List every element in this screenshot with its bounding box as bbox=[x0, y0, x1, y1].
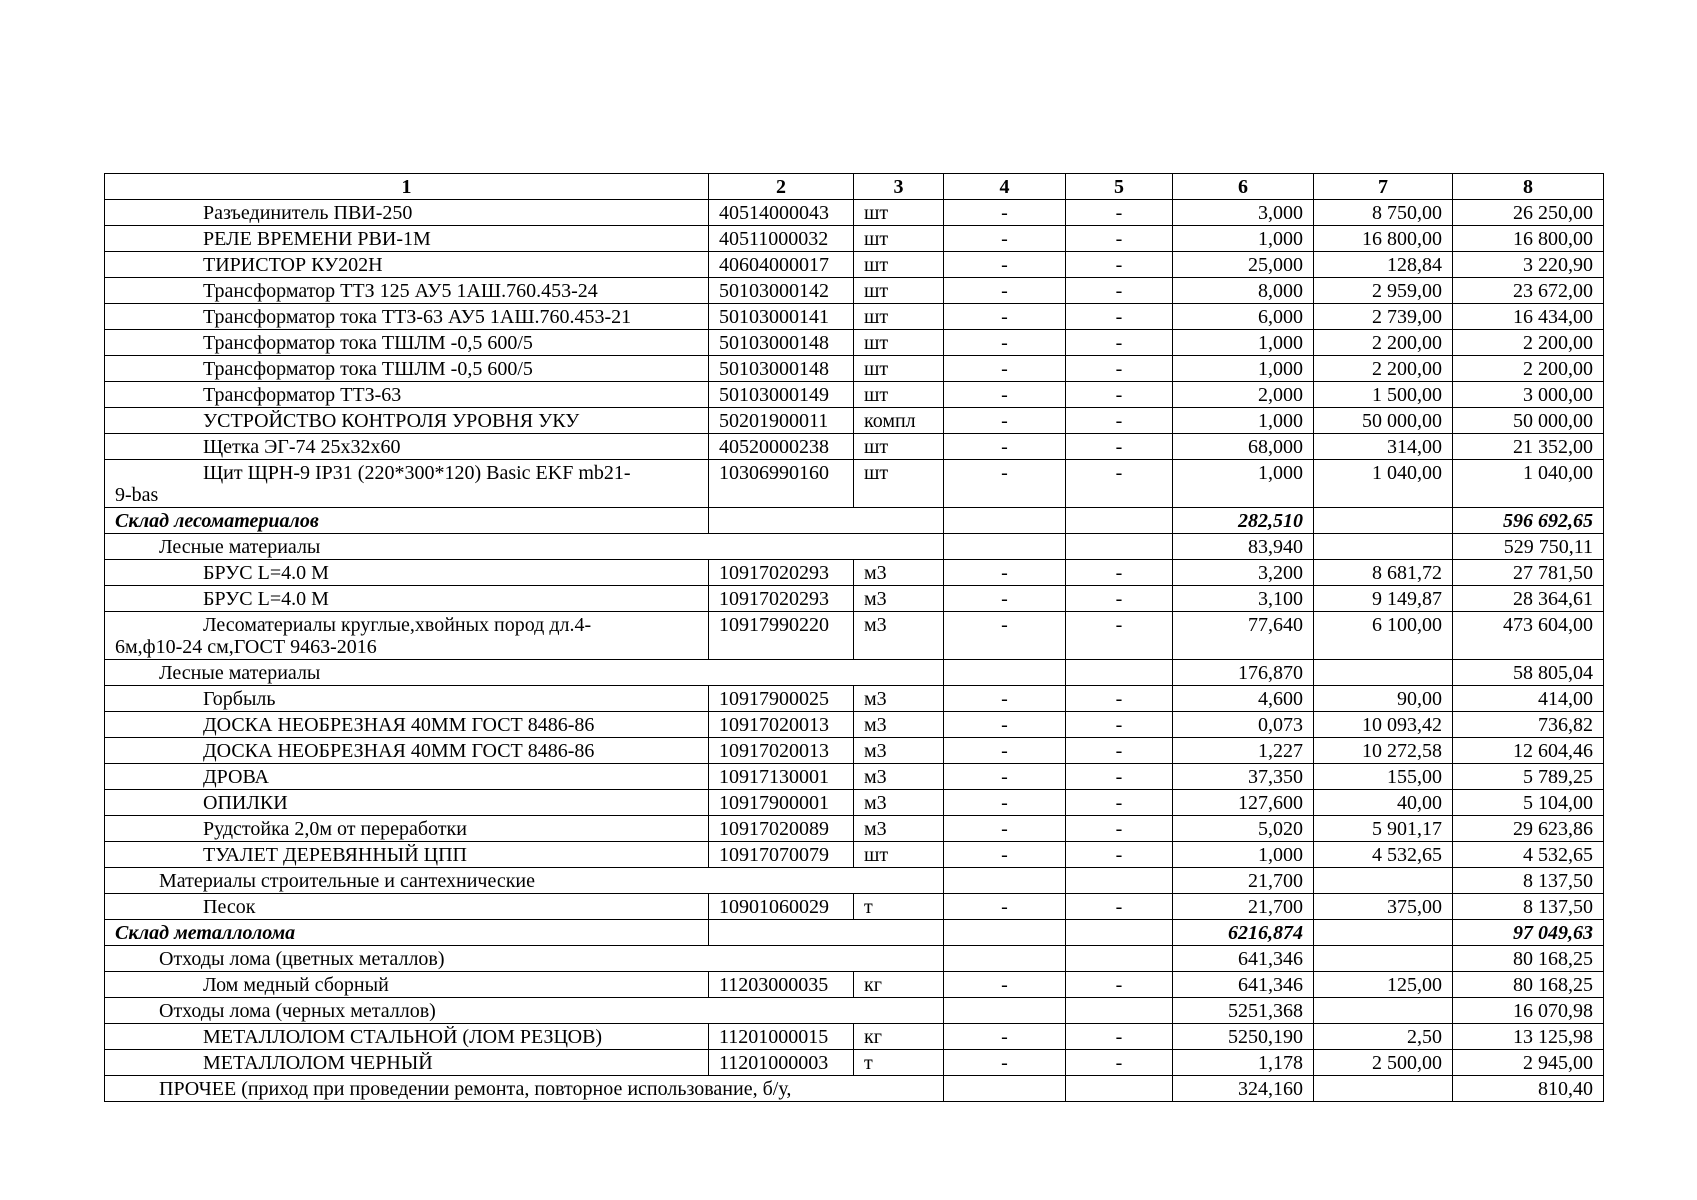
item-col4: - bbox=[944, 712, 1066, 738]
group-name: Материалы строительные и сантехнические bbox=[105, 868, 944, 894]
item-unit: шт bbox=[854, 382, 944, 408]
table-row bbox=[105, 738, 1604, 764]
group-quantity: 83,940 bbox=[1173, 534, 1314, 560]
item-col5: - bbox=[1066, 304, 1173, 330]
empty-cell bbox=[1314, 998, 1453, 1024]
item-col4: - bbox=[944, 764, 1066, 790]
item-col5: - bbox=[1066, 738, 1173, 764]
header-cell: 1 bbox=[105, 174, 709, 200]
item-col4: - bbox=[944, 226, 1066, 252]
item-price: 375,00 bbox=[1314, 894, 1453, 920]
table-row bbox=[105, 842, 1604, 868]
item-col4: - bbox=[944, 252, 1066, 278]
group-row bbox=[105, 946, 1604, 972]
table-row bbox=[105, 790, 1604, 816]
item-sum: 5 789,25 bbox=[1453, 764, 1604, 790]
item-name bbox=[105, 460, 709, 508]
item-name: Трансформатор тока ТТЗ-63 АУ5 1АШ.760.453-21 bbox=[105, 304, 709, 330]
item-sum: 2 945,00 bbox=[1453, 1050, 1604, 1076]
item-price: 2 200,00 bbox=[1314, 330, 1453, 356]
inventory-table bbox=[104, 173, 1604, 1102]
item-code: 50103000142 bbox=[709, 278, 854, 304]
table-row bbox=[105, 816, 1604, 842]
item-col5: - bbox=[1066, 790, 1173, 816]
item-name: БРУС L=4.0 М bbox=[105, 560, 709, 586]
item-unit: м3 bbox=[854, 686, 944, 712]
item-code: 10306990160 bbox=[709, 460, 854, 508]
item-unit: шт bbox=[854, 200, 944, 226]
warehouse-name: Склад лесоматериалов bbox=[105, 508, 709, 534]
item-price: 50 000,00 bbox=[1314, 408, 1453, 434]
item-price: 16 800,00 bbox=[1314, 226, 1453, 252]
item-unit: шт bbox=[854, 226, 944, 252]
header-cell: 8 bbox=[1453, 174, 1604, 200]
item-col4: - bbox=[944, 816, 1066, 842]
group-name: Отходы лома (черных металлов) bbox=[105, 998, 944, 1024]
item-name-line: 6м,ф10-24 см,ГОСТ 9463-2016 bbox=[115, 636, 377, 658]
item-name-line: Щит ЩРН-9 IP31 (220*300*120) Basic EKF mb21- bbox=[203, 462, 631, 484]
item-sum: 23 672,00 bbox=[1453, 278, 1604, 304]
group-row bbox=[105, 868, 1604, 894]
table-body bbox=[105, 200, 1604, 1102]
empty-cell bbox=[1066, 660, 1173, 686]
table-row bbox=[105, 712, 1604, 738]
group-name: Отходы лома (цветных металлов) bbox=[105, 946, 944, 972]
item-col5: - bbox=[1066, 200, 1173, 226]
item-sum: 29 623,86 bbox=[1453, 816, 1604, 842]
item-col5: - bbox=[1066, 972, 1173, 998]
empty-cell bbox=[1314, 946, 1453, 972]
table-row bbox=[105, 304, 1604, 330]
item-code: 11201000015 bbox=[709, 1024, 854, 1050]
item-name: Разъединитель ПВИ-250 bbox=[105, 200, 709, 226]
item-quantity: 6,000 bbox=[1173, 304, 1314, 330]
item-col5: - bbox=[1066, 460, 1173, 508]
item-sum: 13 125,98 bbox=[1453, 1024, 1604, 1050]
header-cell: 5 bbox=[1066, 174, 1173, 200]
empty-cell bbox=[1314, 1076, 1453, 1102]
item-col5: - bbox=[1066, 712, 1173, 738]
item-name: ТУАЛЕТ ДЕРЕВЯННЫЙ ЦПП bbox=[105, 842, 709, 868]
item-col4: - bbox=[944, 1050, 1066, 1076]
item-sum: 1 040,00 bbox=[1453, 460, 1604, 508]
header-cell: 7 bbox=[1314, 174, 1453, 200]
table-row bbox=[105, 612, 1604, 660]
item-col5: - bbox=[1066, 764, 1173, 790]
warehouse-name: Склад металлолома bbox=[105, 920, 709, 946]
item-col4: - bbox=[944, 686, 1066, 712]
warehouse-sum: 596 692,65 bbox=[1453, 508, 1604, 534]
item-sum: 736,82 bbox=[1453, 712, 1604, 738]
item-sum: 26 250,00 bbox=[1453, 200, 1604, 226]
item-price: 9 149,87 bbox=[1314, 586, 1453, 612]
item-code: 40511000032 bbox=[709, 226, 854, 252]
item-name-line: Лесоматериалы круглые,хвойных пород дл.4- bbox=[203, 614, 592, 636]
table-row bbox=[105, 278, 1604, 304]
empty-cell bbox=[1314, 508, 1453, 534]
item-code: 10917900025 bbox=[709, 686, 854, 712]
item-col5: - bbox=[1066, 226, 1173, 252]
group-quantity: 176,870 bbox=[1173, 660, 1314, 686]
group-sum: 8 137,50 bbox=[1453, 868, 1604, 894]
item-col5: - bbox=[1066, 278, 1173, 304]
item-code: 11203000035 bbox=[709, 972, 854, 998]
item-quantity: 5,020 bbox=[1173, 816, 1314, 842]
item-sum: 473 604,00 bbox=[1453, 612, 1604, 660]
item-col5: - bbox=[1066, 686, 1173, 712]
item-price: 128,84 bbox=[1314, 252, 1453, 278]
item-col5: - bbox=[1066, 1024, 1173, 1050]
item-code: 10917070079 bbox=[709, 842, 854, 868]
item-price: 2 500,00 bbox=[1314, 1050, 1453, 1076]
item-sum: 50 000,00 bbox=[1453, 408, 1604, 434]
item-price: 2,50 bbox=[1314, 1024, 1453, 1050]
item-quantity: 68,000 bbox=[1173, 434, 1314, 460]
item-code: 50201900011 bbox=[709, 408, 854, 434]
item-sum: 2 200,00 bbox=[1453, 330, 1604, 356]
item-code: 40604000017 bbox=[709, 252, 854, 278]
item-col4: - bbox=[944, 586, 1066, 612]
item-col4: - bbox=[944, 842, 1066, 868]
empty-cell bbox=[1066, 920, 1173, 946]
item-unit: шт bbox=[854, 356, 944, 382]
item-col4: - bbox=[944, 894, 1066, 920]
item-quantity: 0,073 bbox=[1173, 712, 1314, 738]
header-cell: 6 bbox=[1173, 174, 1314, 200]
item-col4: - bbox=[944, 356, 1066, 382]
item-quantity: 1,000 bbox=[1173, 356, 1314, 382]
group-name: Лесные материалы bbox=[105, 534, 944, 560]
item-col5: - bbox=[1066, 252, 1173, 278]
item-name: Рудстойка 2,0м от переработки bbox=[105, 816, 709, 842]
table-row bbox=[105, 560, 1604, 586]
item-quantity: 1,000 bbox=[1173, 330, 1314, 356]
item-unit: т bbox=[854, 1050, 944, 1076]
group-sum: 810,40 bbox=[1453, 1076, 1604, 1102]
item-col4: - bbox=[944, 200, 1066, 226]
table-row bbox=[105, 686, 1604, 712]
warehouse-sum: 97 049,63 bbox=[1453, 920, 1604, 946]
table-row bbox=[105, 894, 1604, 920]
item-unit: м3 bbox=[854, 560, 944, 586]
item-price: 2 959,00 bbox=[1314, 278, 1453, 304]
item-code: 11201000003 bbox=[709, 1050, 854, 1076]
empty-cell bbox=[1314, 868, 1453, 894]
empty-cell bbox=[944, 508, 1066, 534]
item-col4: - bbox=[944, 560, 1066, 586]
empty-cell bbox=[1066, 946, 1173, 972]
item-name: Горбыль bbox=[105, 686, 709, 712]
item-name: УСТРОЙСТВО КОНТРОЛЯ УРОВНЯ УКУ bbox=[105, 408, 709, 434]
item-price: 1 500,00 bbox=[1314, 382, 1453, 408]
item-name: МЕТАЛЛОЛОМ ЧЕРНЫЙ bbox=[105, 1050, 709, 1076]
group-name: ПРОЧЕЕ (приход при проведении ремонта, повторное использование, б/у, bbox=[105, 1076, 944, 1102]
item-sum: 80 168,25 bbox=[1453, 972, 1604, 998]
item-quantity: 5250,190 bbox=[1173, 1024, 1314, 1050]
item-name: ДОСКА НЕОБРЕЗНАЯ 40ММ ГОСТ 8486-86 bbox=[105, 738, 709, 764]
item-price: 6 100,00 bbox=[1314, 612, 1453, 660]
empty-cell bbox=[709, 508, 944, 534]
item-quantity: 3,100 bbox=[1173, 586, 1314, 612]
item-quantity: 1,000 bbox=[1173, 842, 1314, 868]
item-quantity: 21,700 bbox=[1173, 894, 1314, 920]
item-unit: м3 bbox=[854, 764, 944, 790]
empty-cell bbox=[1314, 534, 1453, 560]
item-name bbox=[105, 612, 709, 660]
table-row bbox=[105, 764, 1604, 790]
item-unit: м3 bbox=[854, 790, 944, 816]
item-name: Лом медный сборный bbox=[105, 972, 709, 998]
item-price: 4 532,65 bbox=[1314, 842, 1453, 868]
group-row bbox=[105, 534, 1604, 560]
item-quantity: 37,350 bbox=[1173, 764, 1314, 790]
item-name: ТИРИСТОР КУ202Н bbox=[105, 252, 709, 278]
item-name: ДРОВА bbox=[105, 764, 709, 790]
item-quantity: 1,000 bbox=[1173, 408, 1314, 434]
item-col4: - bbox=[944, 738, 1066, 764]
item-quantity: 2,000 bbox=[1173, 382, 1314, 408]
item-price: 8 750,00 bbox=[1314, 200, 1453, 226]
item-quantity: 1,178 bbox=[1173, 1050, 1314, 1076]
item-col4: - bbox=[944, 330, 1066, 356]
item-code: 50103000141 bbox=[709, 304, 854, 330]
item-price: 2 200,00 bbox=[1314, 356, 1453, 382]
item-col5: - bbox=[1066, 1050, 1173, 1076]
item-quantity: 1,227 bbox=[1173, 738, 1314, 764]
item-col5: - bbox=[1066, 382, 1173, 408]
item-quantity: 77,640 bbox=[1173, 612, 1314, 660]
item-sum: 16 434,00 bbox=[1453, 304, 1604, 330]
group-quantity: 324,160 bbox=[1173, 1076, 1314, 1102]
item-sum: 21 352,00 bbox=[1453, 434, 1604, 460]
item-unit: м3 bbox=[854, 586, 944, 612]
item-price: 8 681,72 bbox=[1314, 560, 1453, 586]
item-unit: м3 bbox=[854, 738, 944, 764]
item-code: 10917020293 bbox=[709, 560, 854, 586]
item-sum: 3 000,00 bbox=[1453, 382, 1604, 408]
item-quantity: 8,000 bbox=[1173, 278, 1314, 304]
item-sum: 27 781,50 bbox=[1453, 560, 1604, 586]
item-code: 50103000149 bbox=[709, 382, 854, 408]
empty-cell bbox=[1314, 660, 1453, 686]
item-quantity: 1,000 bbox=[1173, 226, 1314, 252]
item-sum: 5 104,00 bbox=[1453, 790, 1604, 816]
item-col5: - bbox=[1066, 586, 1173, 612]
item-price: 40,00 bbox=[1314, 790, 1453, 816]
item-code: 50103000148 bbox=[709, 330, 854, 356]
empty-cell bbox=[1314, 920, 1453, 946]
item-col4: - bbox=[944, 972, 1066, 998]
empty-cell bbox=[1066, 998, 1173, 1024]
empty-cell bbox=[944, 660, 1066, 686]
item-price: 125,00 bbox=[1314, 972, 1453, 998]
item-sum: 3 220,90 bbox=[1453, 252, 1604, 278]
warehouse-row bbox=[105, 508, 1604, 534]
table-row bbox=[105, 1050, 1604, 1076]
item-name: РЕЛЕ ВРЕМЕНИ РВИ-1М bbox=[105, 226, 709, 252]
group-row bbox=[105, 660, 1604, 686]
item-code: 10917990220 bbox=[709, 612, 854, 660]
item-sum: 28 364,61 bbox=[1453, 586, 1604, 612]
item-col5: - bbox=[1066, 560, 1173, 586]
item-unit: шт bbox=[854, 304, 944, 330]
item-price: 10 093,42 bbox=[1314, 712, 1453, 738]
item-quantity: 3,000 bbox=[1173, 200, 1314, 226]
item-col4: - bbox=[944, 408, 1066, 434]
item-name: Трансформатор ТТЗ-63 bbox=[105, 382, 709, 408]
empty-cell bbox=[944, 534, 1066, 560]
item-name: МЕТАЛЛОЛОМ СТАЛЬНОЙ (ЛОМ РЕЗЦОВ) bbox=[105, 1024, 709, 1050]
item-col5: - bbox=[1066, 894, 1173, 920]
table-row bbox=[105, 382, 1604, 408]
item-code: 40514000043 bbox=[709, 200, 854, 226]
item-name: ОПИЛКИ bbox=[105, 790, 709, 816]
item-sum: 414,00 bbox=[1453, 686, 1604, 712]
item-unit: шт bbox=[854, 252, 944, 278]
item-name: Щетка ЭГ-74 25х32х60 bbox=[105, 434, 709, 460]
table-row bbox=[105, 330, 1604, 356]
item-price: 10 272,58 bbox=[1314, 738, 1453, 764]
empty-cell bbox=[1066, 1076, 1173, 1102]
item-sum: 4 532,65 bbox=[1453, 842, 1604, 868]
item-unit: шт bbox=[854, 434, 944, 460]
item-sum: 2 200,00 bbox=[1453, 356, 1604, 382]
group-sum: 529 750,11 bbox=[1453, 534, 1604, 560]
item-code: 10917020013 bbox=[709, 712, 854, 738]
item-unit: м3 bbox=[854, 816, 944, 842]
empty-cell bbox=[709, 920, 944, 946]
table-row bbox=[105, 252, 1604, 278]
item-col5: - bbox=[1066, 356, 1173, 382]
item-col5: - bbox=[1066, 408, 1173, 434]
item-code: 50103000148 bbox=[709, 356, 854, 382]
item-col4: - bbox=[944, 612, 1066, 660]
group-sum: 16 070,98 bbox=[1453, 998, 1604, 1024]
item-price: 5 901,17 bbox=[1314, 816, 1453, 842]
group-quantity: 21,700 bbox=[1173, 868, 1314, 894]
item-unit: шт bbox=[854, 460, 944, 508]
header-cell: 4 bbox=[944, 174, 1066, 200]
item-price: 314,00 bbox=[1314, 434, 1453, 460]
group-name: Лесные материалы bbox=[105, 660, 944, 686]
item-quantity: 4,600 bbox=[1173, 686, 1314, 712]
item-col4: - bbox=[944, 382, 1066, 408]
empty-cell bbox=[944, 1076, 1066, 1102]
item-col4: - bbox=[944, 460, 1066, 508]
table-row bbox=[105, 586, 1604, 612]
empty-cell bbox=[944, 868, 1066, 894]
header-row bbox=[105, 174, 1604, 200]
item-sum: 12 604,46 bbox=[1453, 738, 1604, 764]
item-code: 10917900001 bbox=[709, 790, 854, 816]
item-name: Песок bbox=[105, 894, 709, 920]
item-quantity: 3,200 bbox=[1173, 560, 1314, 586]
item-col5: - bbox=[1066, 816, 1173, 842]
item-code: 10917130001 bbox=[709, 764, 854, 790]
item-name: Трансформатор тока ТШЛМ -0,5 600/5 bbox=[105, 330, 709, 356]
group-row bbox=[105, 1076, 1604, 1102]
item-unit: шт bbox=[854, 278, 944, 304]
item-quantity: 1,000 bbox=[1173, 460, 1314, 508]
item-code: 10917020089 bbox=[709, 816, 854, 842]
item-unit: м3 bbox=[854, 712, 944, 738]
item-quantity: 127,600 bbox=[1173, 790, 1314, 816]
empty-cell bbox=[1066, 534, 1173, 560]
item-unit: кг bbox=[854, 1024, 944, 1050]
item-sum: 8 137,50 bbox=[1453, 894, 1604, 920]
item-name: ДОСКА НЕОБРЕЗНАЯ 40ММ ГОСТ 8486-86 bbox=[105, 712, 709, 738]
item-price: 155,00 bbox=[1314, 764, 1453, 790]
empty-cell bbox=[944, 946, 1066, 972]
item-col5: - bbox=[1066, 612, 1173, 660]
item-col4: - bbox=[944, 434, 1066, 460]
table-row bbox=[105, 408, 1604, 434]
item-col5: - bbox=[1066, 434, 1173, 460]
warehouse-quantity: 282,510 bbox=[1173, 508, 1314, 534]
empty-cell bbox=[944, 998, 1066, 1024]
header-cell: 3 bbox=[854, 174, 944, 200]
group-quantity: 641,346 bbox=[1173, 946, 1314, 972]
item-sum: 16 800,00 bbox=[1453, 226, 1604, 252]
empty-cell bbox=[944, 920, 1066, 946]
group-sum: 58 805,04 bbox=[1453, 660, 1604, 686]
item-col5: - bbox=[1066, 330, 1173, 356]
item-unit: м3 bbox=[854, 612, 944, 660]
item-unit: компл bbox=[854, 408, 944, 434]
item-unit: шт bbox=[854, 330, 944, 356]
item-name: Трансформатор ТТЗ 125 АУ5 1АШ.760.453-24 bbox=[105, 278, 709, 304]
table-row bbox=[105, 356, 1604, 382]
item-unit: т bbox=[854, 894, 944, 920]
group-sum: 80 168,25 bbox=[1453, 946, 1604, 972]
group-quantity: 5251,368 bbox=[1173, 998, 1314, 1024]
item-code: 10917020293 bbox=[709, 586, 854, 612]
table-row bbox=[105, 972, 1604, 998]
item-quantity: 25,000 bbox=[1173, 252, 1314, 278]
header-cell: 2 bbox=[709, 174, 854, 200]
group-row bbox=[105, 998, 1604, 1024]
item-col4: - bbox=[944, 304, 1066, 330]
warehouse-row bbox=[105, 920, 1604, 946]
table-row bbox=[105, 460, 1604, 508]
item-unit: шт bbox=[854, 842, 944, 868]
item-col5: - bbox=[1066, 842, 1173, 868]
item-code: 10901060029 bbox=[709, 894, 854, 920]
table-row bbox=[105, 200, 1604, 226]
empty-cell bbox=[1066, 868, 1173, 894]
item-name: Трансформатор тока ТШЛМ -0,5 600/5 bbox=[105, 356, 709, 382]
item-col4: - bbox=[944, 278, 1066, 304]
item-price: 2 739,00 bbox=[1314, 304, 1453, 330]
table-row bbox=[105, 1024, 1604, 1050]
item-col4: - bbox=[944, 790, 1066, 816]
table-row bbox=[105, 434, 1604, 460]
warehouse-quantity: 6216,874 bbox=[1173, 920, 1314, 946]
item-price: 90,00 bbox=[1314, 686, 1453, 712]
item-quantity: 641,346 bbox=[1173, 972, 1314, 998]
item-unit: кг bbox=[854, 972, 944, 998]
empty-cell bbox=[1066, 508, 1173, 534]
item-col4: - bbox=[944, 1024, 1066, 1050]
table-row bbox=[105, 226, 1604, 252]
item-price: 1 040,00 bbox=[1314, 460, 1453, 508]
item-code: 40520000238 bbox=[709, 434, 854, 460]
item-name-line: 9-bas bbox=[115, 484, 159, 506]
item-name: БРУС L=4.0 М bbox=[105, 586, 709, 612]
item-code: 10917020013 bbox=[709, 738, 854, 764]
